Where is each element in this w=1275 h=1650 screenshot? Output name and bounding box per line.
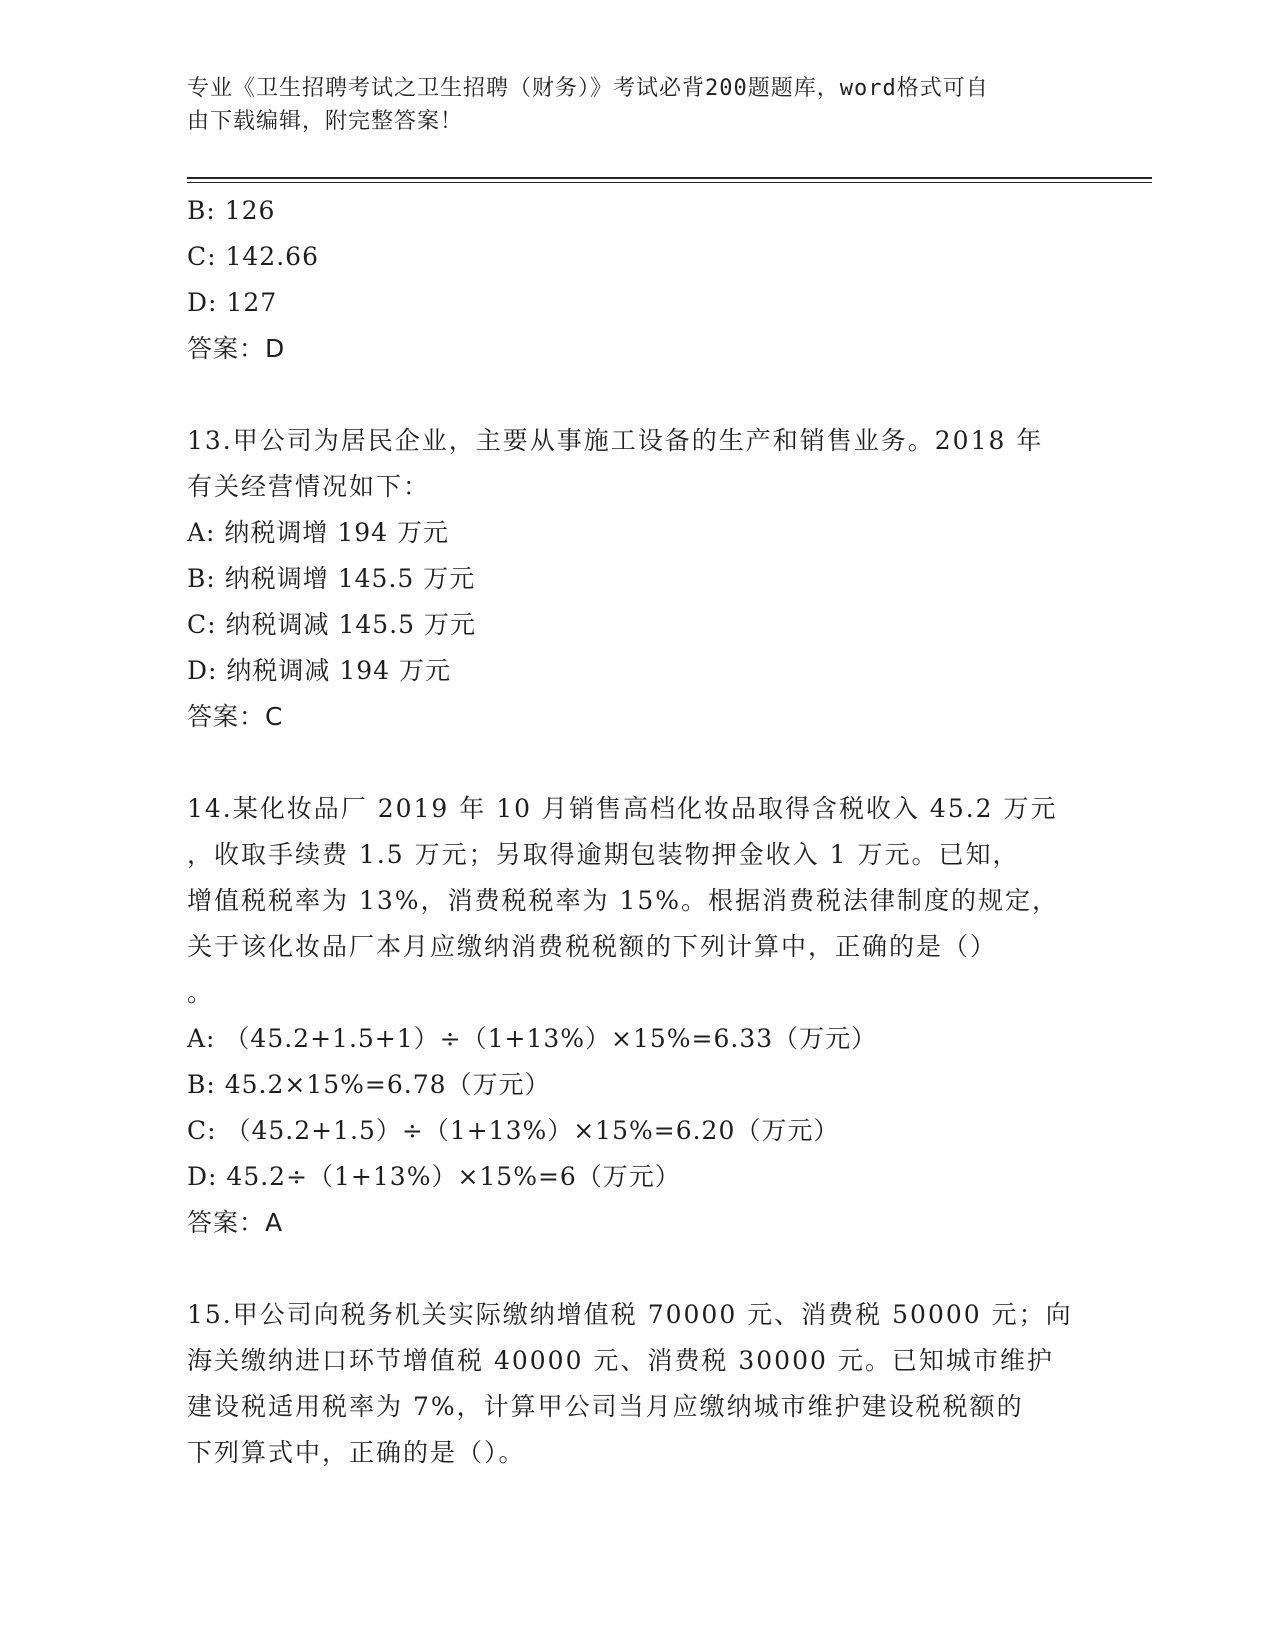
question-stem <box>187 418 1092 510</box>
header-title-line-2: 由下载编辑，附完整答案！ <box>187 109 464 134</box>
header-divider-thin <box>187 182 1152 183</box>
stem-line: 有关经营情况如下： <box>187 472 431 501</box>
header-divider <box>187 177 1152 179</box>
stem-line: ，收取手续费 1.5 万元；另取得逾期包装物押金收入 1 万元。已知， <box>187 840 1020 869</box>
stem-line: 建设税适用税率为 7%，计算甲公司当月应缴纳城市维护建设税税额的 <box>187 1392 1024 1421</box>
option-b: B: 126 <box>187 196 276 225</box>
question-13 <box>187 418 1092 740</box>
option-c: C: （45.2+1.5）÷（1+13%）×15%=6.20（万元） <box>187 1116 840 1145</box>
stem-line: 海关缴纳进口环节增值税 40000 元、消费税 30000 元。已知城市维护 <box>187 1346 1054 1375</box>
question-12 <box>187 188 1092 372</box>
question-14 <box>187 786 1092 1246</box>
answer: 答案：A <box>187 1208 284 1237</box>
question-stem <box>187 1292 1092 1476</box>
header-title-line-1: 专业《卫生招聘考试之卫生招聘（财务）》考试必背200题题库，word格式可自 <box>187 76 989 101</box>
question-15 <box>187 1292 1092 1476</box>
option-c: C: 纳税调减 145.5 万元 <box>187 610 476 639</box>
option-d: D: 127 <box>187 288 278 317</box>
stem-line: 关于该化妆品厂本月应缴纳消费税税额的下列计算中，正确的是（） <box>187 932 998 961</box>
option-d: D: 45.2÷（1+13%）×15%=6（万元） <box>187 1162 681 1191</box>
answer: 答案：C <box>187 702 284 731</box>
stem-line: 。 <box>187 978 215 1007</box>
option-b: B: 45.2×15%=6.78（万元） <box>187 1070 551 1099</box>
option-d: D: 纳税调减 194 万元 <box>187 656 452 685</box>
stem-line: 15.甲公司向税务机关实际缴纳增值税 70000 元、消费税 50000 元；向 <box>187 1300 1073 1329</box>
stem-line: 下列算式中，正确的是（）。 <box>187 1438 526 1467</box>
stem-line: 13.甲公司为居民企业，主要从事施工设备的生产和销售业务。2018 年 <box>187 426 1044 455</box>
option-b: B: 纳税调增 145.5 万元 <box>187 564 476 593</box>
option-a: A: 纳税调增 194 万元 <box>187 518 450 547</box>
stem-line: 增值税税率为 13%，消费税税率为 15%。根据消费税法律制度的规定， <box>187 886 1060 915</box>
page-header <box>187 72 1067 138</box>
answer: 答案：D <box>187 334 286 363</box>
option-a: A: （45.2+1.5+1）÷（1+13%）×15%=6.33（万元） <box>187 1024 878 1053</box>
question-stem <box>187 786 1092 1016</box>
stem-line: 14.某化妆品厂 2019 年 10 月销售高档化妆品取得含税收入 45.2 万元 <box>187 794 1058 823</box>
document-body <box>187 188 1092 1476</box>
option-c: C: 142.66 <box>187 242 319 271</box>
